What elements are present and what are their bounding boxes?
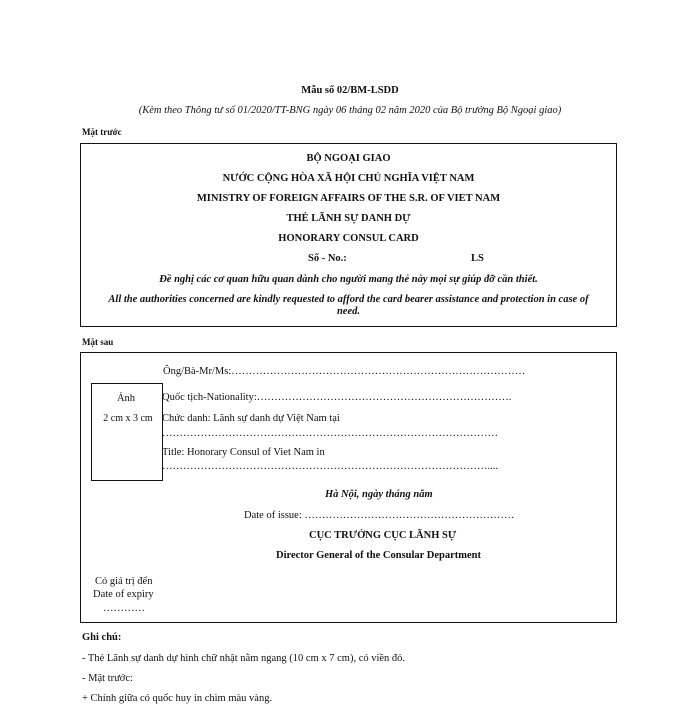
request-en-line1: All the authorities concerned are kindly requested to afford the card bearer assistance and protection in case of xyxy=(108,294,589,305)
card-number-suffix: LS xyxy=(471,253,484,264)
expiry-vn: Có giá trị đến xyxy=(95,576,153,587)
form-number: Mẫu số 02/BM-LSDD xyxy=(301,85,399,96)
title-en: Title: Honorary Consul of Viet Nam in xyxy=(162,447,325,458)
request-en-line2: need. xyxy=(336,306,361,317)
director-en: Director General of the Consular Department xyxy=(276,550,482,561)
notes-heading: Ghi chú: xyxy=(82,632,122,643)
ministry-vn: BỘ NGOẠI GIAO xyxy=(306,153,391,164)
country-vn: NƯỚC CỘNG HÒA XÃ HỘI CHỦ NGHĨA VIỆT NAM xyxy=(222,173,475,184)
notes-line2: - Mặt trước: xyxy=(82,673,133,684)
form-reference: (Kèm theo Thông tư số 01/2020/TT-BNG ngày 06 tháng 02 năm 2020 của Bộ trưởng Bộ Ngoại giao) xyxy=(138,105,562,116)
card-number-label: Số - No.: xyxy=(308,253,347,264)
photo-label: Ảnh xyxy=(116,393,136,404)
photo-size: 2 cm x 3 cm xyxy=(103,413,153,424)
position-dots: …………………………………………………………………………………… xyxy=(162,428,498,439)
photo-placeholder xyxy=(91,383,163,481)
back-side-label: Mặt sau xyxy=(82,337,114,347)
request-vn: Đề nghị các cơ quan hữu quan dành cho người mang thẻ này mọi sự giúp đỡ cần thiết. xyxy=(159,274,538,285)
title-dots: ………………………………………………………………………………….... xyxy=(162,461,498,472)
card-back xyxy=(80,352,617,623)
card-front xyxy=(80,143,617,327)
director-vn: CỤC TRƯỞNG CỤC LÃNH SỰ xyxy=(309,530,457,541)
notes-line1: - Thẻ Lãnh sự danh dự hình chữ nhật nằm ngang (10 cm x 7 cm), có viền đỏ. xyxy=(82,653,406,664)
place-date: Hà Nội, ngày tháng năm xyxy=(325,489,433,500)
date-of-issue: Date of issue: …………………………………………………… xyxy=(244,510,515,521)
card-title-en: HONORARY CONSUL CARD xyxy=(278,233,419,244)
expiry-dots: ………… xyxy=(103,603,145,614)
name-line: Ông/Bà-Mr/Ms:………………………………………………………………………… xyxy=(163,366,526,377)
nationality-line: Quốc tịch-Nationality:………………………………………………………………. xyxy=(162,392,512,403)
expiry-en: Date of expiry xyxy=(93,589,154,600)
notes-line3: + Chính giữa có quốc huy in chìm màu vàng. xyxy=(82,693,273,704)
front-side-label: Mặt trước xyxy=(82,127,122,137)
ministry-en: MINISTRY OF FOREIGN AFFAIRS OF THE S.R. OF VIET NAM xyxy=(196,193,501,204)
position-vn: Chức danh: Lãnh sự danh dự Việt Nam tại xyxy=(162,413,340,424)
card-title-vn: THẺ LÃNH SỰ DANH DỰ xyxy=(286,213,411,224)
